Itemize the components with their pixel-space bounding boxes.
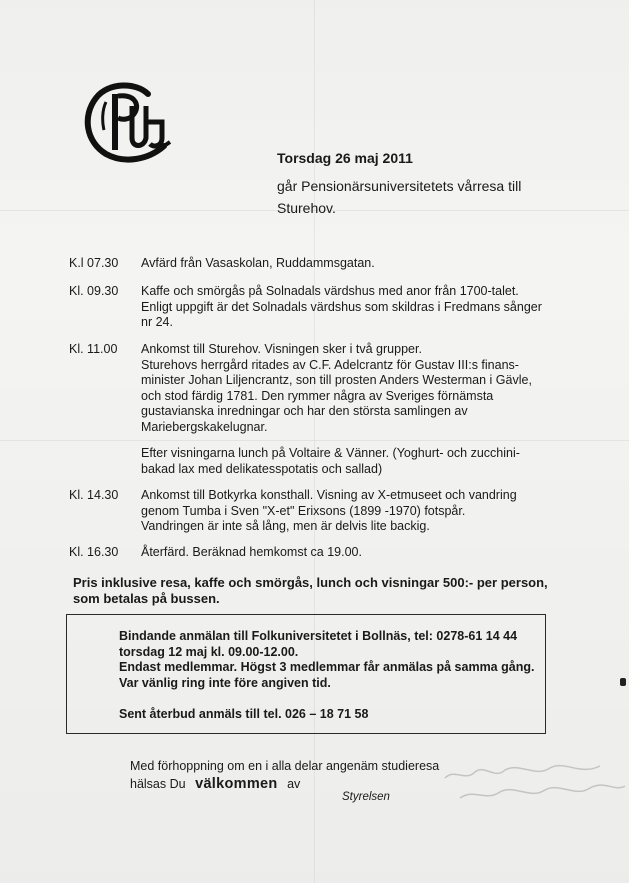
paper-crease <box>314 0 315 883</box>
price-line: som betalas på bussen. <box>73 590 220 606</box>
schedule-text: gustavianska inredningar och har den största samlingen av <box>141 404 468 418</box>
event-intro: går Pensionärsuniversitetets vårresa till <box>277 178 522 194</box>
schedule-text: Kaffe och smörgås på Solnadals värdshus med anor från 1700-talet. <box>141 284 519 298</box>
schedule-text: minister Johan Liljencrantz, son till prosten Anders Westerman i Gävle, <box>141 373 532 387</box>
faded-handwriting-mark <box>440 760 629 820</box>
schedule-time: K.l 07.30 <box>69 256 119 270</box>
ink-mark <box>620 678 626 686</box>
schedule-time: Kl. 11.00 <box>69 342 118 356</box>
registration-line: torsdag 12 maj kl. 09.00-12.00. <box>119 644 299 659</box>
registration-line: Var vänlig ring inte före angiven tid. <box>119 675 331 690</box>
schedule-text: Efter visningarna lunch på Voltaire & Vänner. (Yoghurt- och zucchini- <box>141 446 520 460</box>
event-date: Torsdag 26 maj 2011 <box>277 150 413 166</box>
schedule-text: Vandringen är inte så lång, men är delvis lite backig. <box>141 519 430 533</box>
event-destination: Sturehov. <box>277 200 336 216</box>
schedule-text: Sturehovs herrgård ritades av C.F. Adelcrantz för Gustav III:s finans- <box>141 357 519 372</box>
closing-greeting <box>130 757 439 793</box>
closing-text: av <box>287 777 301 791</box>
registration-box <box>66 614 546 734</box>
price-line: Pris inklusive resa, kaffe och smörgås, lunch och visningar 500:- per person, <box>73 575 548 590</box>
registration-line: Endast medlemmar. Högst 3 medlemmar får anmälas på samma gång. <box>119 660 535 674</box>
price-info <box>73 575 573 606</box>
cancellation-info: Sent återbud anmäls till tel. 026 – 18 71 58 <box>119 707 369 721</box>
schedule-text: Ankomst till Botkyrka konsthall. Visning av X-etmuseet och vandring <box>141 488 517 502</box>
schedule-text: genom Tumba i Sven "X-et" Erixsons (1899 -1970) fotspår. <box>141 503 466 518</box>
schedule-text: och stod färdig 1781. Den rymmer några av Sveriges förnämsta <box>141 388 494 403</box>
closing-text: hälsas Du <box>130 777 186 791</box>
schedule-text: bakad lax med delikatesspotatis och sallad) <box>141 461 383 476</box>
signature: Styrelsen <box>342 791 390 803</box>
schedule-text: Mariebergskakelugnar. <box>141 419 268 434</box>
schedule-text: Enligt uppgift är det Solnadals värdshus som skildras i Fredmans sånger <box>141 299 542 314</box>
schedule-text: nr 24. <box>141 315 173 329</box>
schedule-text: Återfärd. Beräknad hemkomst ca 19.00. <box>141 545 362 559</box>
closing-line: Med förhoppning om en i alla delar angenäm studieresa <box>130 759 440 773</box>
schedule-text: Ankomst till Sturehov. Visningen sker i två grupper. <box>141 342 422 356</box>
registration-line: Bindande anmälan till Folkuniversitetet i Bollnäs, tel: 0278-61 14 44 <box>119 629 518 643</box>
schedule-text: Avfärd från Vasaskolan, Ruddammsgatan. <box>141 256 375 270</box>
welcome-word: välkommen <box>195 776 278 792</box>
event-heading <box>277 150 607 219</box>
schedule-time: Kl. 14.30 <box>69 488 119 502</box>
pug-monogram-logo <box>78 76 178 166</box>
schedule-time: Kl. 16.30 <box>69 545 119 559</box>
schedule-time: Kl. 09.30 <box>69 284 119 298</box>
